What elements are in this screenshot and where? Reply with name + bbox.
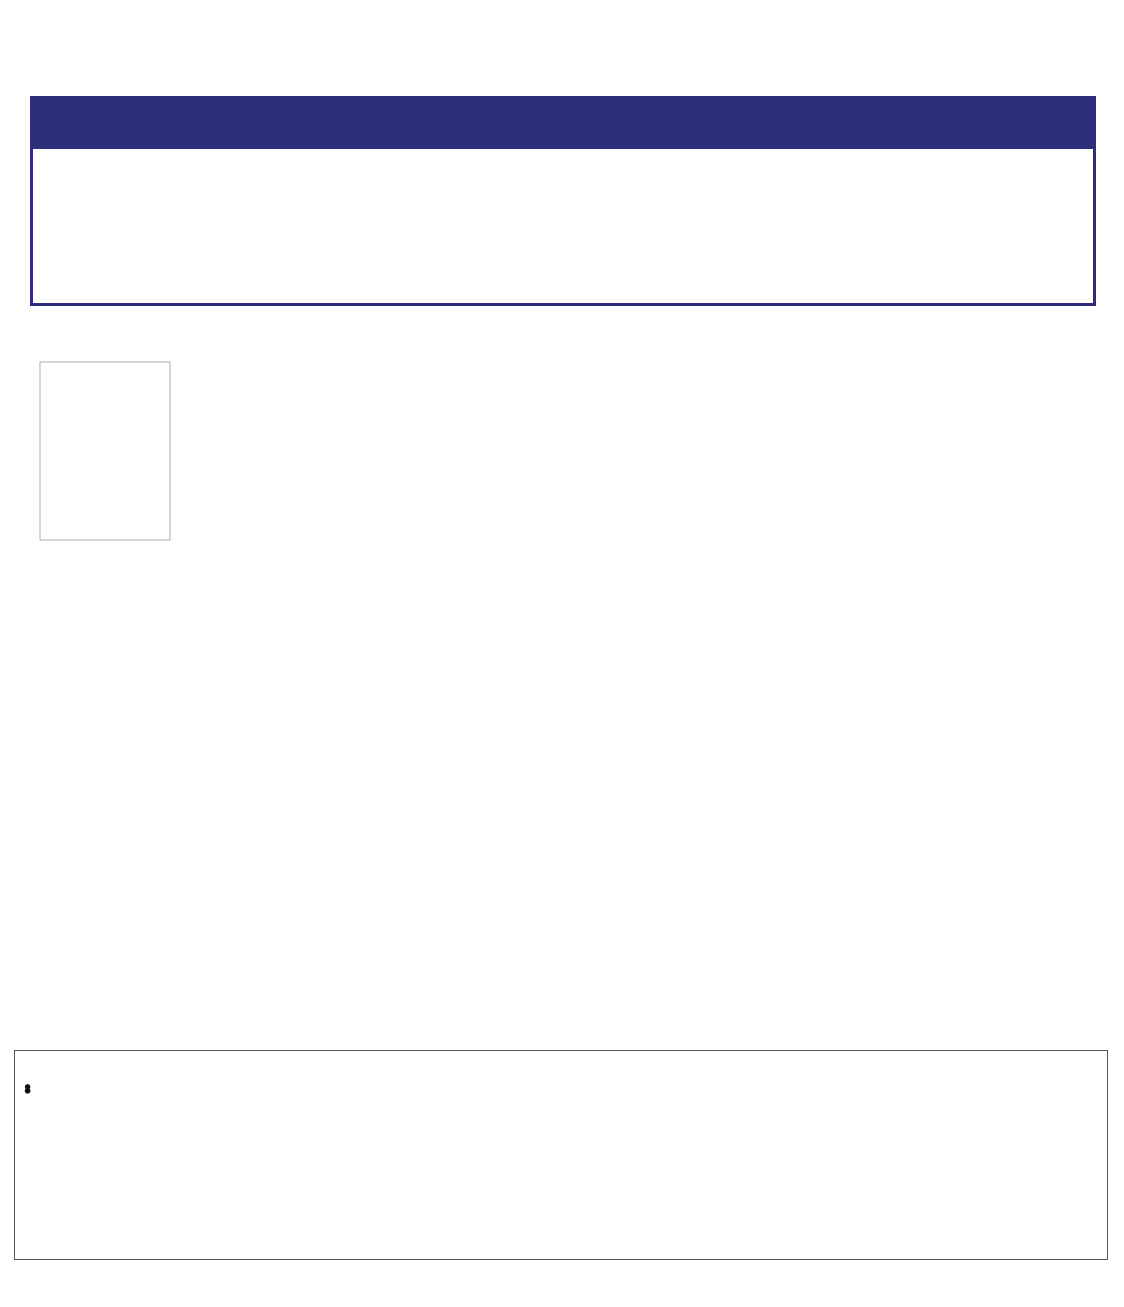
comment-list [22, 1076, 1102, 1080]
legend-box [40, 362, 170, 540]
chart-svg [0, 340, 1124, 552]
highlight-legend [8, 983, 1118, 1023]
headline-title [33, 99, 1093, 149]
comment-box [14, 1050, 1108, 1260]
